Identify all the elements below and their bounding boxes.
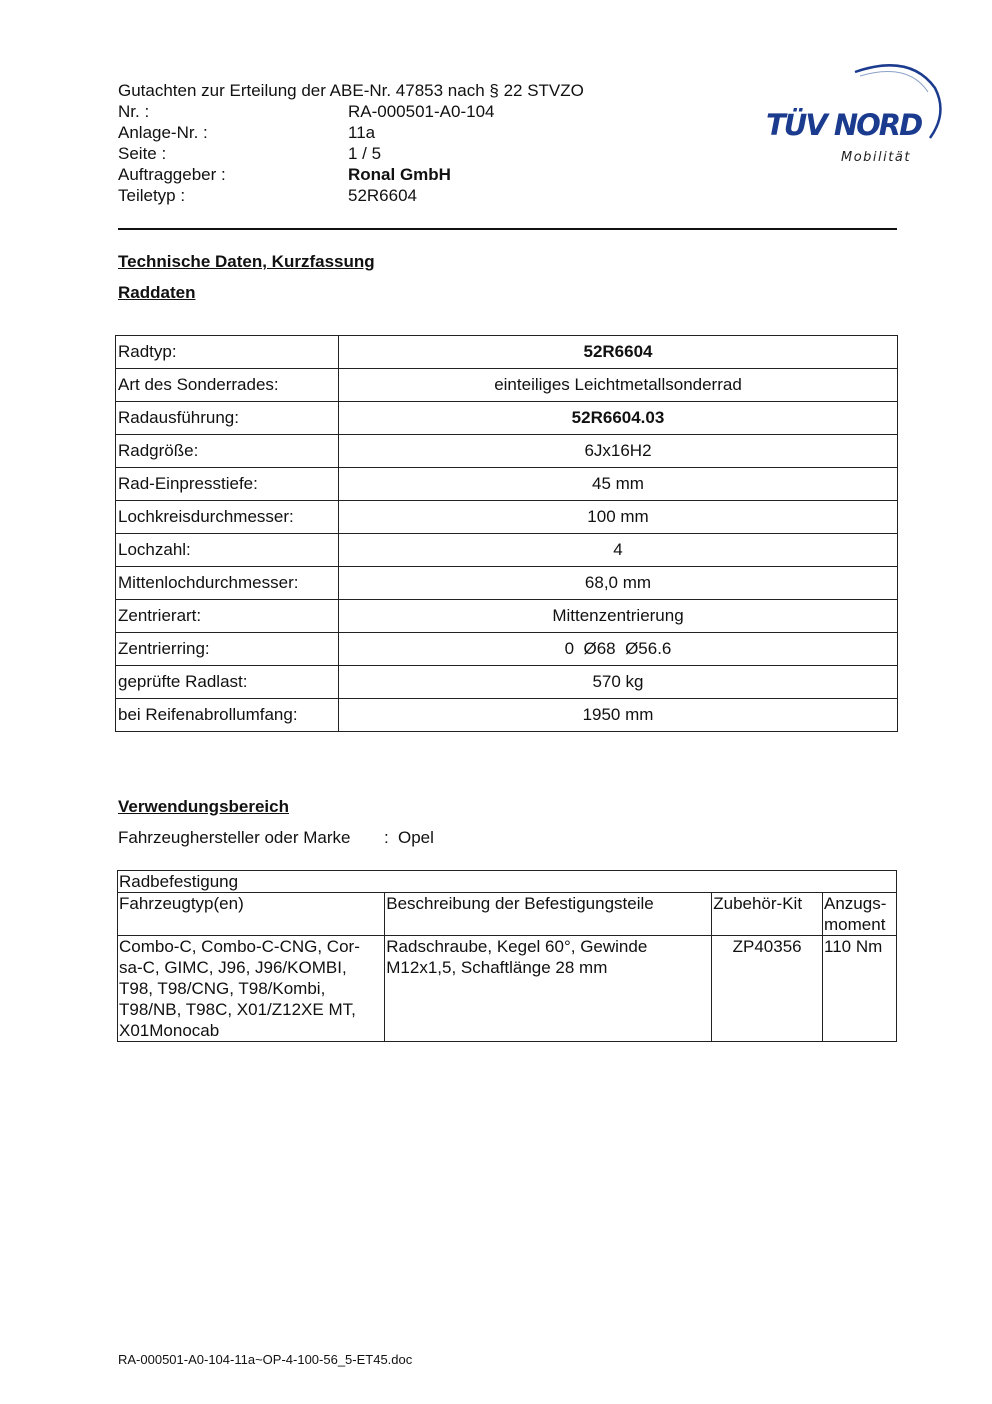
torque-cell: 110 Nm	[823, 936, 897, 1042]
footer-filename: RA-000501-A0-104-11a~OP-4-100-56_5-ET45.doc	[118, 1352, 413, 1367]
table-key: Lochkreisdurchmesser:	[116, 501, 339, 534]
manufacturer-value: Opel	[398, 828, 434, 847]
header-row-teiletyp	[118, 185, 584, 206]
section-title-usage: Verwendungsbereich	[118, 797, 289, 816]
table-row	[116, 435, 898, 468]
header-divider	[118, 228, 897, 230]
table-value: 52R6604	[339, 336, 898, 369]
header-row-anlage	[118, 122, 584, 143]
table-key: Mittenlochdurchmesser:	[116, 567, 339, 600]
report-title: Gutachten zur Erteilung der ABE-Nr. 47853 nach § 22 STVZO	[118, 81, 584, 100]
table-value: Mittenzentrierung	[339, 600, 898, 633]
table-value: 1950 mm	[339, 699, 898, 732]
table-key: geprüfte Radlast:	[116, 666, 339, 699]
header-label: Teiletyp :	[118, 186, 186, 205]
header-vehicle-types: Fahrzeugtyp(en)	[118, 893, 385, 936]
header-value: 11a	[348, 123, 376, 142]
header-row-nr	[118, 101, 584, 122]
logo-subtitle: Mobilität	[841, 150, 911, 165]
header-label: Anlage-Nr. :	[118, 123, 208, 142]
table-row	[116, 666, 898, 699]
table-value: einteiliges Leichtmetallsonderrad	[339, 369, 898, 402]
table-row	[116, 699, 898, 732]
vehicle-types-line: X01Monocab	[119, 1021, 220, 1040]
table-value: 570 kg	[339, 666, 898, 699]
table-value: 6Jx16H2	[339, 435, 898, 468]
vehicle-types-cell	[118, 936, 385, 1042]
table-value: 4	[339, 534, 898, 567]
table-row	[116, 336, 898, 369]
table-caption-row	[118, 871, 897, 893]
table-value: 52R6604.03	[339, 402, 898, 435]
section-title-wheel: Raddaten	[118, 283, 196, 302]
header-value: 52R6604	[348, 186, 418, 205]
table-value: 45 mm	[339, 468, 898, 501]
table-row	[116, 534, 898, 567]
header-torque-line: Anzugs-	[824, 894, 887, 913]
table-key: Art des Sonderrades:	[116, 369, 339, 402]
table-row	[116, 468, 898, 501]
wheel-data-table	[115, 335, 898, 732]
description-line: M12x1,5, Schaftlänge 28 mm	[386, 958, 608, 977]
header-value: Ronal GmbH	[348, 165, 451, 184]
header-value: RA-000501-A0-104	[348, 102, 495, 121]
header-torque	[823, 893, 897, 936]
header-value: 1 / 5	[348, 144, 382, 163]
table-value: 68,0 mm	[339, 567, 898, 600]
description-line: Radschraube, Kegel 60°, Gewinde	[386, 937, 648, 956]
header-label: Seite :	[118, 144, 167, 163]
header-row-auftraggeber	[118, 164, 584, 185]
logo-text: TÜV NORD	[766, 108, 922, 142]
vehicle-types-line: T98, T98/CNG, T98/Kombi,	[119, 979, 326, 998]
header-label: Auftraggeber :	[118, 165, 226, 184]
table-row	[116, 633, 898, 666]
header-label: Nr. :	[118, 102, 150, 121]
table-key: Radgröße:	[116, 435, 339, 468]
fastening-table	[117, 870, 897, 1042]
header-kit: Zubehör-Kit	[712, 893, 823, 936]
table-key: Lochzahl:	[116, 534, 339, 567]
table-value: 0 Ø68 Ø56.6	[339, 633, 898, 666]
table-key: Radtyp:	[116, 336, 339, 369]
vehicle-types-line: Combo-C, Combo-C-CNG, Cor-	[119, 937, 360, 956]
kit-cell: ZP40356	[712, 936, 823, 1042]
table-caption: Radbefestigung	[118, 871, 897, 893]
table-value: 100 mm	[339, 501, 898, 534]
table-row	[116, 369, 898, 402]
table-key: Zentrierring:	[116, 633, 339, 666]
manufacturer-separator: :	[384, 828, 389, 847]
table-row	[116, 567, 898, 600]
table-row	[116, 402, 898, 435]
section-title-technical: Technische Daten, Kurzfassung	[118, 252, 375, 271]
table-key: Rad-Einpresstiefe:	[116, 468, 339, 501]
vehicle-types-line: sa-C, GIMC, J96, J96/KOMBI,	[119, 958, 347, 977]
manufacturer-label: Fahrzeughersteller oder Marke	[118, 828, 351, 847]
table-row	[116, 600, 898, 633]
table-row	[116, 501, 898, 534]
report-header	[118, 80, 584, 206]
table-key: Zentrierart:	[116, 600, 339, 633]
header-description: Beschreibung der Befestigungsteile	[385, 893, 712, 936]
table-header-row	[118, 893, 897, 936]
header-row-seite	[118, 143, 584, 164]
table-row	[118, 936, 897, 1042]
header-torque-line: moment	[824, 915, 886, 934]
vehicle-types-line: T98/NB, T98C, X01/Z12XE MT,	[119, 1000, 356, 1019]
table-key: bei Reifenabrollumfang:	[116, 699, 339, 732]
description-cell	[385, 936, 712, 1042]
table-key: Radausführung:	[116, 402, 339, 435]
manufacturer-line	[118, 828, 434, 848]
